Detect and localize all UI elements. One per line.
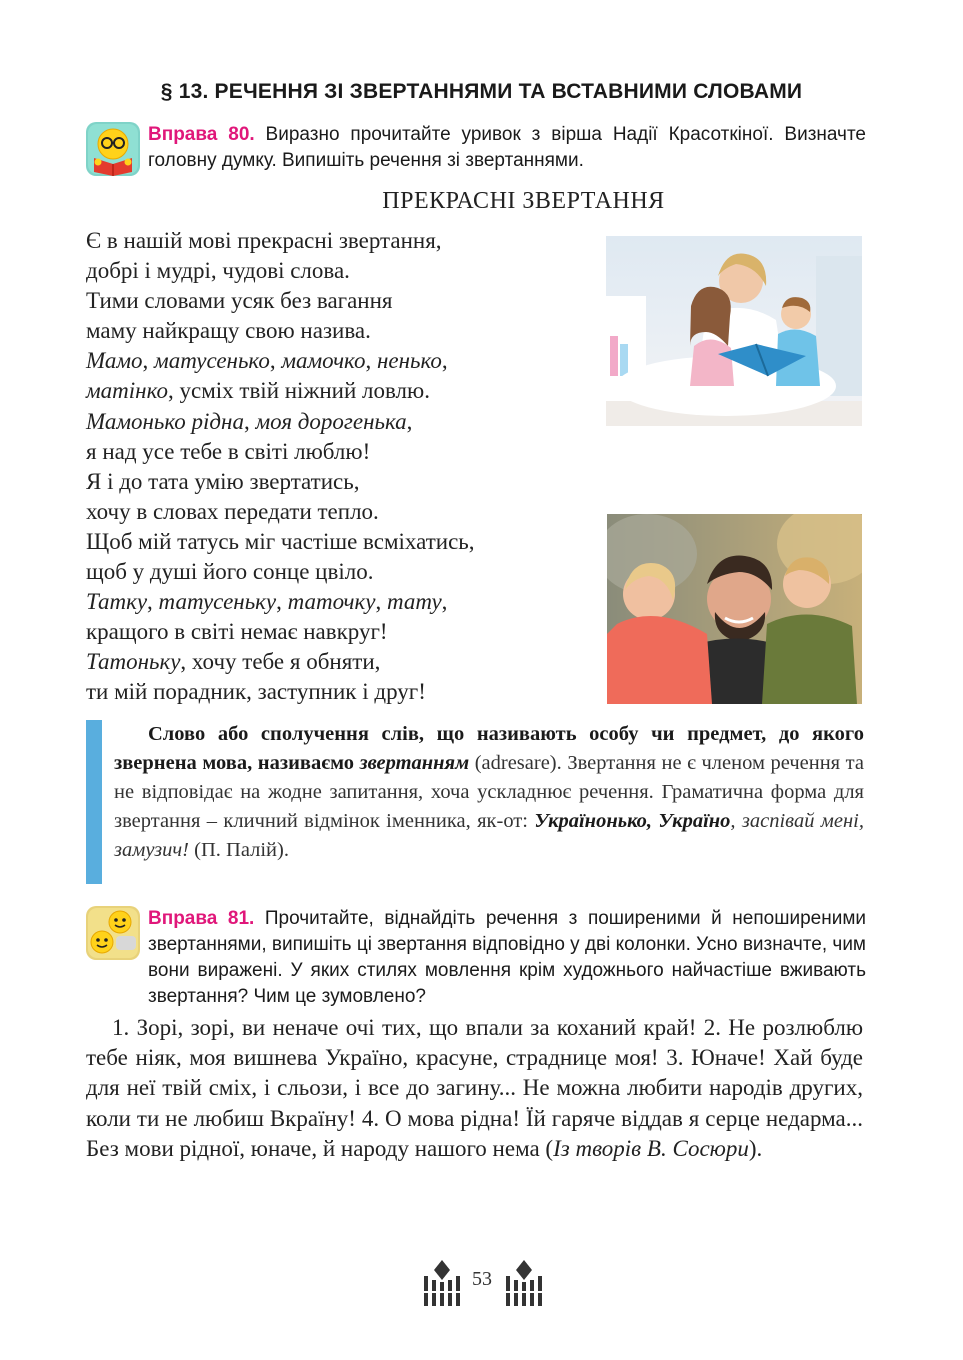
poem-address-word: мамочко bbox=[281, 348, 366, 374]
exercise-80-label: Вправа 80. bbox=[148, 124, 255, 145]
poem-text: , bbox=[406, 408, 413, 434]
poem-text: , bbox=[276, 589, 288, 615]
poem-text: , bbox=[441, 589, 448, 615]
rule-box bbox=[86, 720, 864, 884]
embroidery-ornament-icon bbox=[502, 1258, 546, 1308]
poem-line bbox=[86, 497, 596, 527]
exercise-81-sentences bbox=[86, 1013, 863, 1164]
poem-line bbox=[86, 256, 596, 286]
rule-text bbox=[114, 720, 864, 865]
poem-line bbox=[86, 376, 596, 406]
poem-line bbox=[86, 346, 596, 376]
poem-line bbox=[86, 467, 596, 497]
poem-line bbox=[86, 677, 596, 707]
poem-address-word: Татоньку bbox=[86, 649, 181, 675]
poem-text: , bbox=[243, 408, 256, 434]
poem-text: , bbox=[147, 589, 159, 615]
poem-line bbox=[86, 286, 596, 316]
rule-definition: Слово або сполучення слів, що називають особу чи предмет, до якого звернена мова, називаємо bbox=[114, 723, 864, 774]
exercise-80 bbox=[86, 122, 866, 174]
rule-term: звертанням bbox=[359, 752, 470, 774]
poem-text: , bbox=[375, 589, 388, 615]
poem-text: , bbox=[142, 348, 155, 374]
poem-text: , усміх твій ніжний ловлю. bbox=[167, 378, 430, 404]
poem-address-word: таточку bbox=[287, 589, 376, 615]
rule-example-italic: , заспівай мені, замузич! bbox=[114, 810, 864, 861]
page-footer bbox=[0, 1258, 963, 1318]
poem-line bbox=[86, 437, 596, 467]
poem-line bbox=[86, 617, 596, 647]
poem-text: , bbox=[441, 348, 448, 374]
poem-text: щоб у душі його сонце цвіло. bbox=[86, 559, 374, 585]
talking-emoji-icon bbox=[86, 906, 140, 960]
poem-address-word: Татку bbox=[86, 589, 148, 615]
poem-address-word: матусенько bbox=[154, 348, 270, 374]
exercise-80-text: Виразно прочитайте уривок з вірша Надії Красоткіної. Визначте головну думку. Випишіть речення зі звертаннями. bbox=[148, 124, 866, 171]
exercise-81-text: Прочитайте, віднайдіть речення з поширеними й непоширеними звертаннями, випишіть ці звертання відповідно у дві колонки. Усно визначте, чим вони виражені. У яких стилях мовлення крім художнього найчастіше вживають звертання? Чим це зумовлено? bbox=[148, 908, 866, 1007]
exercise-81-label: Вправа 81. bbox=[148, 908, 255, 929]
sentences-source: Із творів В. Сосюри bbox=[553, 1135, 749, 1161]
poem-text: , хочу тебе я обняти, bbox=[180, 649, 381, 675]
poem-address-word: Мамо bbox=[86, 348, 143, 374]
rule-source: (П. Палій). bbox=[189, 839, 289, 861]
poem-text: , bbox=[365, 348, 377, 374]
poem-text: , bbox=[269, 348, 282, 374]
page-number: 53 bbox=[472, 1268, 492, 1290]
rule-example-bold: Українонько, Україно bbox=[534, 810, 731, 832]
sentences-text: 1. Зорі, зорі, ви неначе очі тих, що впали за коханий край! 2. Не розлюблю тебе ніяк, моя вишнева Україно, красуне, страднице моя! 3. Юначе! Хай буде для неї твій сміх, і сльози, і все до загину... Не можна любити народів других, коли ти не любиш Вкраїну! 4. О мова рідна! Їй гаряче віддав я серце недарма... Без мови рідної, юначе, й народу нашого нема ( bbox=[86, 1015, 863, 1161]
poem-line bbox=[86, 587, 596, 617]
poem-title: ПРЕКРАСНІ ЗВЕРТАННЯ bbox=[382, 188, 665, 214]
poem-address-word: тату bbox=[387, 589, 442, 615]
poem-text: маму найкращу свою назива. bbox=[86, 318, 371, 344]
photo-mother-reading-with-children bbox=[606, 236, 862, 426]
poem-address-word: моя дорогенька bbox=[255, 408, 407, 434]
poem-line bbox=[86, 226, 596, 256]
poem-text: Є в нашій мові прекрасні звертання, bbox=[86, 228, 442, 253]
rule-term-latin: (adresare). bbox=[469, 752, 562, 774]
embroidery-ornament-icon bbox=[420, 1258, 464, 1308]
poem-line bbox=[86, 527, 596, 557]
poem-address-word: матінко bbox=[86, 378, 168, 404]
poem-line bbox=[86, 407, 596, 437]
poem-address-word: ненько bbox=[376, 348, 442, 374]
photo-father-hugging-children bbox=[607, 514, 862, 704]
poem-address-word: Мамонько рідна bbox=[86, 408, 244, 434]
sentences-close: ). bbox=[748, 1135, 763, 1161]
poem-line bbox=[86, 316, 596, 346]
poem-text: Щоб мій татусь міг частіше всміхатись, bbox=[86, 528, 475, 554]
poem-text: кращого в світі немає навкруг! bbox=[86, 619, 388, 645]
rule-body: Звертання не є членом речення та не відповідає на жодне запитання, хоча ускладнює речення. Граматична форма для звертання – кличний відмінок іменника, як-от: bbox=[114, 752, 864, 832]
poem-text: хочу в словах передати тепло. bbox=[86, 498, 379, 524]
poem-line bbox=[86, 647, 596, 677]
exercise-81 bbox=[86, 906, 866, 1010]
poem bbox=[86, 226, 596, 708]
poem-text: Тими словами усяк без вагання bbox=[86, 288, 393, 314]
poem-text: ти мій порадник, заступник і друг! bbox=[86, 679, 426, 705]
poem-text: Я і до тата умію звертатись, bbox=[86, 468, 360, 494]
rule-accent-bar bbox=[86, 720, 102, 884]
poem-line bbox=[86, 557, 596, 587]
poem-address-word: татусеньку bbox=[158, 589, 277, 615]
reading-emoji-icon bbox=[86, 122, 140, 176]
poem-text: я над усе тебе в світі люблю! bbox=[86, 438, 371, 464]
poem-text: добрі і мудрі, чудові слова. bbox=[86, 258, 350, 284]
section-title: § 13. РЕЧЕННЯ ЗІ ЗВЕРТАННЯМИ ТА ВСТАВНИМИ СЛОВАМИ bbox=[160, 80, 803, 103]
